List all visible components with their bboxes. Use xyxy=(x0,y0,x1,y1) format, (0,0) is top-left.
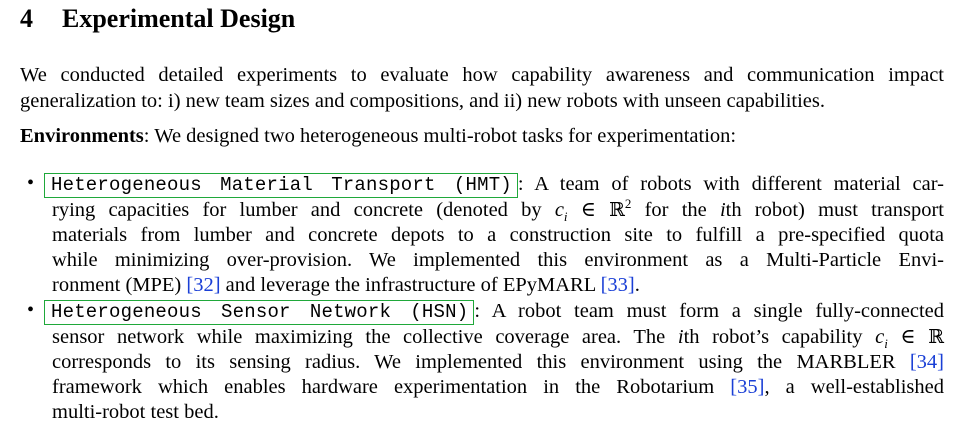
citation-34-link[interactable]: [34] xyxy=(909,351,944,373)
hsn-line-3: corresponds to its sensing radius. We implemented this environment using the MARBLER [34] xyxy=(52,351,944,373)
hmt-line-5: ronment (MPE) [32] and leverage the infrastructure of EPyMARL [33]. xyxy=(52,274,640,296)
hsn-item xyxy=(52,299,944,425)
hmt-item xyxy=(52,172,944,298)
hmt-line-4: while minimizing over-provision. We implemented this environment as a Multi-Particle Envi- xyxy=(52,249,944,271)
hmt-name-link[interactable]: Heterogeneous Material Transport (HMT) xyxy=(44,173,518,198)
environments-text: : We designed two heterogeneous multi-robot tasks for experimentation: xyxy=(143,125,737,147)
citation-33-link[interactable]: [33] xyxy=(600,274,635,296)
hsn-name-link[interactable]: Heterogeneous Sensor Network (HSN) xyxy=(44,300,474,325)
hsn-line-1: Heterogeneous Sensor Network (HSN) : A robot team must form a single fully-connected xyxy=(52,299,944,325)
environments-line xyxy=(20,123,944,149)
environments-paragraph xyxy=(20,123,944,149)
section-title: Experimental Design xyxy=(62,4,296,33)
hmt-line-3: materials from lumber and concrete depots to a construction site to fulfill a pre-specified quota xyxy=(52,224,944,246)
hsn-line-2: sensor network while maximizing the collective coverage area. The ith robot’s capability $c_i$ ∈ ℝ xyxy=(52,326,944,352)
bullet-hsn: • xyxy=(27,299,35,321)
section-number: 4 xyxy=(20,4,33,33)
citation-35-link[interactable]: [35] xyxy=(730,376,765,398)
intro-paragraph xyxy=(20,62,944,114)
bullet-hmt: • xyxy=(27,172,35,194)
intro-line-2: generalization to: i) new team sizes and compositions, and ii) new robots with unseen capabilities. xyxy=(20,90,825,112)
citation-32-link[interactable]: [32] xyxy=(186,274,221,296)
hmt-line-1: Heterogeneous Material Transport (HMT) : A team of robots with different material car- xyxy=(52,172,944,198)
hsn-line-5: multi-robot test bed. xyxy=(52,401,219,423)
section-heading xyxy=(20,4,295,34)
environments-label: Environments xyxy=(20,125,144,147)
hsn-line-4: framework which enables hardware experimentation in the Robotarium [35], a well-established xyxy=(52,376,944,398)
intro-line-1: We conducted detailed experiments to evaluate how capability awareness and communication impact xyxy=(20,64,944,86)
hmt-line-2: rying capacities for lumber and concrete (denoted by $c_i$ ∈ ℝ$^2$ for the ith robot) must transport xyxy=(52,196,944,225)
